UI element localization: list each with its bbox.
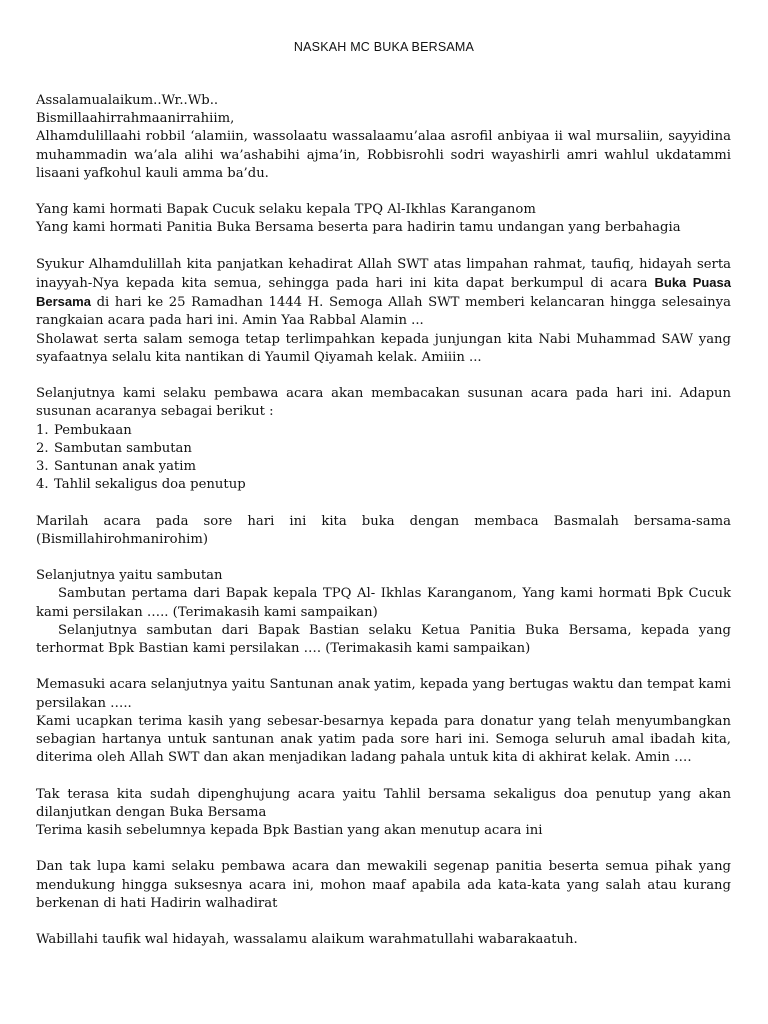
list-item	[36, 422, 731, 440]
document-body	[36, 92, 731, 949]
santunan-thanks: Kami ucapkan terima kasih yang sebesar-besarnya kepada para donatur yang telah menyumbangkan sebagian hartanya untuk santunan anak yatim pada sore hari ini. Semoga seluruh amal ibadah kita, diterima oleh Allah SWT dan akan menjadikan ladang pahala untuk kita di akhirat kelak. Amin ….	[36, 713, 731, 766]
spacer	[36, 913, 731, 931]
gratitude-section	[36, 256, 731, 367]
opening-prayer: Alhamdulillaahi robbil ‘alamiin, wassolaatu wassalaamu’alaa asrofil anbiyaa ii wal mursaliin, sayyidina muhammadin wa’ala alihi wa’ashabihi ajma’in, Robbisrohli sodri wayashirli amri wahlul ukdatammi lisaani yafkohul kauli amma ba’du.	[36, 129, 731, 181]
list-text: Pembukaan	[54, 422, 132, 438]
agenda-section	[36, 385, 731, 494]
list-text: Sambutan sambutan	[54, 440, 192, 456]
tahlil-line: Terima kasih sebelumnya kepada Bpk Bastian yang akan menutup acara ini	[36, 823, 543, 839]
list-text: Tahlil sekaligus doa penutup	[54, 477, 246, 493]
list-number: 4.	[36, 477, 49, 493]
greeting-line: Yang kami hormati Panitia Buka Bersama beserta para hadirin tamu undangan yang berbahagia	[36, 220, 681, 236]
list-number: 2.	[36, 440, 49, 456]
closing-salam: Wabillahi taufik wal hidayah, wassalamu alaikum warahmatullahi wabarakaatuh.	[36, 932, 578, 948]
document-title: NASKAH MC BUKA BERSAMA	[293, 40, 475, 54]
sambutan-section	[36, 567, 731, 658]
spacer	[36, 767, 731, 785]
agenda-intro: Selanjutnya kami selaku pembawa acara akan membacakan susunan acara pada hari ini. Adapun susunan acaranya sebagai berikut :	[36, 386, 731, 420]
gratitude-text-start: Syukur Alhamdulillah kita panjatkan kehadirat Allah SWT atas limpahan rahmat, taufiq, hidayah serta inayyah-Nya kepada kita semua, sehingga pada hari ini kita dapat berkumpul di acara	[36, 256, 731, 291]
list-number: 3.	[36, 459, 49, 475]
sambutan-second: Selanjutnya sambutan dari Bapak Bastian selaku Ketua Panitia Buka Bersama, kepada yang terhormat Bpk Bastian kami persilakan …. (Terimakasih kami sampaikan)	[36, 622, 731, 657]
agenda-list	[36, 422, 731, 495]
gratitude-paragraph	[36, 256, 731, 331]
santunan-intro: Memasuki acara selanjutnya yaitu Santunan anak yatim, kepada yang bertugas waktu dan tempat kami persilakan …..	[36, 677, 731, 711]
sambutan-heading: Selanjutnya yaitu sambutan	[36, 568, 223, 584]
basmalah-paragraph: Marilah acara pada sore hari ini kita buka dengan membaca Basmalah bersama-sama (Bismillahirohmanirohim)	[36, 513, 731, 547]
salam-line: Assalamualaikum..Wr..Wb..	[36, 93, 219, 108]
spacer	[36, 367, 731, 385]
apology-paragraph: Dan tak lupa kami selaku pembawa acara dan mewakili segenap panitia beserta semua pihak yang mendukung hingga suksesnya acara ini, mohon maaf apabila ada kata-kata yang salah atau kurang berkenan di hati Hadirin walhadirat	[36, 859, 731, 911]
spacer	[36, 494, 731, 512]
list-item	[36, 440, 731, 458]
greeting-line: Yang kami hormati Bapak Cucuk selaku kepala TPQ Al-Ikhlas Karanganom	[36, 202, 536, 218]
tahlil-section	[36, 786, 731, 841]
list-text: Santunan anak yatim	[54, 459, 196, 475]
list-number: 1.	[36, 422, 49, 438]
spacer	[36, 840, 731, 858]
event-name: Buka Puasa Bersama	[36, 275, 732, 310]
spacer	[36, 549, 731, 567]
spacer	[36, 658, 731, 676]
sambutan-first: Sambutan pertama dari Bapak kepala TPQ Al- Ikhlas Karanganom, Yang kami hormati Bpk Cucuk kami persilakan ….. (Terimakasih kami sampaikan)	[36, 586, 731, 620]
santunan-section	[36, 676, 731, 767]
sholawat-paragraph: Sholawat serta salam semoga tetap terlimpahkan kepada junjungan kita Nabi Muhammad SAW yang syafaatnya selalu kita nantikan di Yaumil Qiyamah kelak. Amiiin ...	[36, 331, 731, 365]
tahlil-line: Tak terasa kita sudah dipenghujung acara yaitu Tahlil bersama sekaligus doa penutup yang akan dilanjutkan dengan Buka Bersama	[36, 786, 731, 820]
basmalah-line: Bismillaahirrahmaanirrahiim,	[36, 111, 235, 127]
list-item	[36, 458, 731, 476]
spacer	[36, 238, 731, 256]
opening-section	[36, 92, 731, 183]
list-item	[36, 476, 731, 494]
gratitude-text-end: di hari ke 25 Ramadhan 1444 H. Semoga Allah SWT memberi kelancaran hingga selesainya rangkaian acara pada hari ini. Amin Yaa Rabbal Alamin ...	[36, 295, 731, 329]
greetings-section	[36, 201, 731, 237]
spacer	[36, 183, 731, 201]
